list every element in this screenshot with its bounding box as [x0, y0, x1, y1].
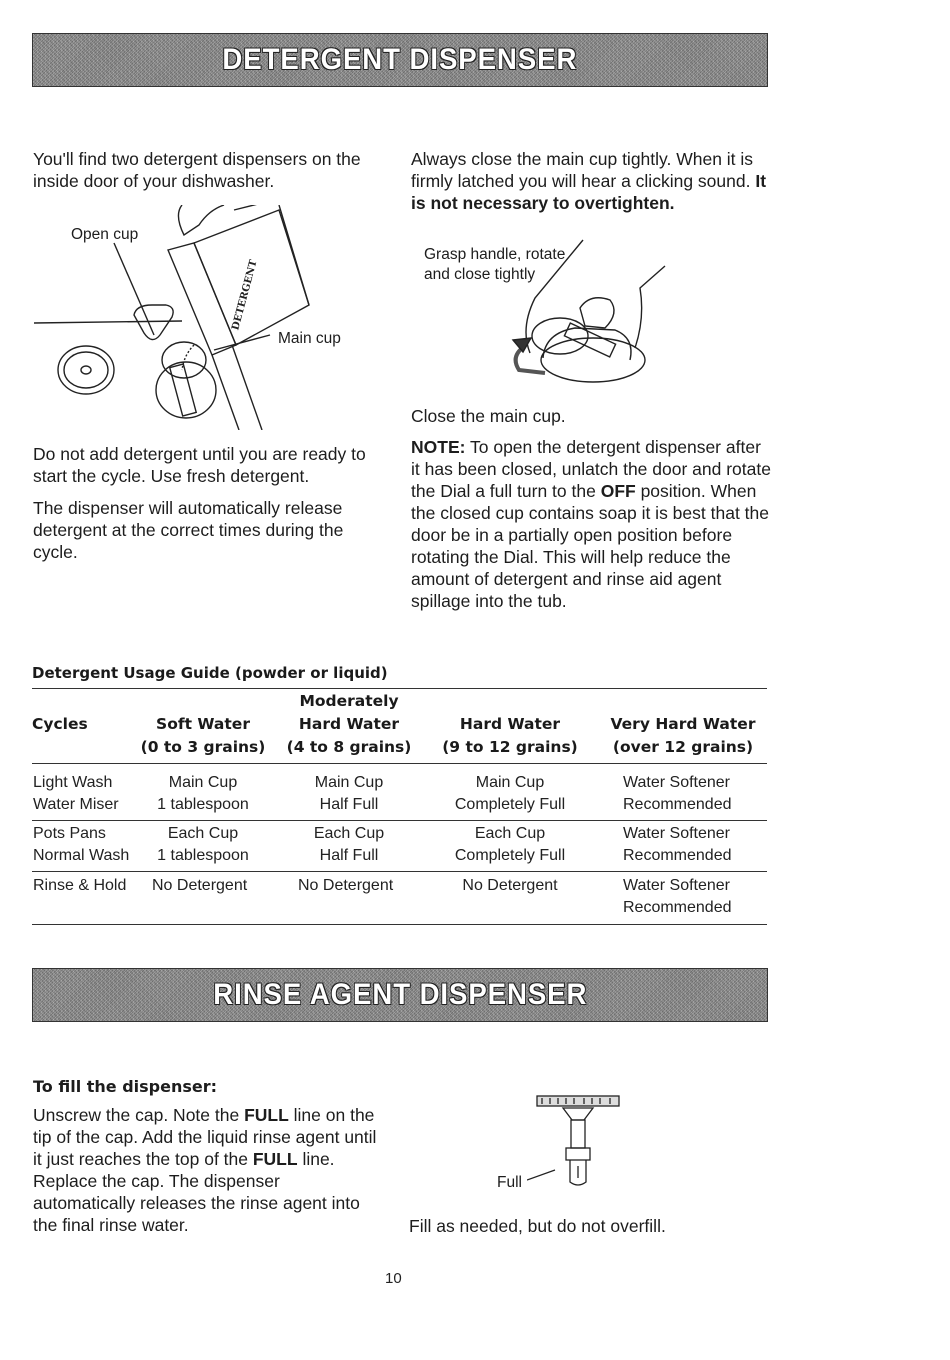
label-grasp-handle-line2: and close tightly — [424, 266, 536, 283]
header-soft-water-range: (0 to 3 grains) — [140, 738, 266, 756]
cell-cycle: Rinse & Hold — [33, 877, 127, 894]
cell-hard: Main Cup — [475, 774, 545, 791]
header-hard-range: (9 to 12 grains) — [442, 738, 578, 756]
cell-soft: Main Cup — [168, 774, 238, 791]
cell-cycle: Pots Pans — [33, 825, 106, 842]
cell-moderate: Half Full — [319, 796, 379, 813]
cell-moderate: Main Cup — [314, 774, 384, 791]
rinse-full-2: FULL — [252, 1149, 298, 1169]
cell-very-hard: Recommended — [623, 796, 732, 813]
cell-soft: 1 tablespoon — [157, 796, 249, 813]
cell-soft: Each Cup — [167, 825, 239, 842]
full-leader-line — [527, 1168, 557, 1182]
cell-very-hard: Water Softener — [623, 877, 731, 894]
cell-hard: Each Cup — [474, 825, 546, 842]
header-cycles: Cycles — [32, 715, 88, 733]
intro-paragraph: You'll find two detergent dispensers on the inside door of your dishwasher. — [33, 149, 361, 191]
cell-very-hard: Recommended — [623, 847, 732, 864]
main-cup-leader — [214, 335, 270, 350]
detergent-box-front — [168, 243, 236, 355]
cell-cycle: Light Wash — [33, 774, 113, 791]
section-title: DETERGENT DISPENSER — [222, 43, 578, 76]
note-text-1: To open the detergent dispenser after it has been closed, unlatch the door and rotate the Dial a full turn to the — [411, 437, 771, 501]
label-open-cup: Open cup — [71, 226, 139, 243]
cell-very-hard: Water Softener — [623, 825, 731, 842]
rinse-fill-paragraph — [33, 1104, 378, 1236]
paragraph-close-cup — [411, 148, 776, 214]
cell-very-hard: Recommended — [623, 899, 732, 916]
paragraph-do-not-add: Do not add detergent until you are ready to start the cycle. Use fresh detergent. — [33, 444, 366, 486]
rinse-caption: Fill as needed, but do not overfill. — [409, 1216, 666, 1236]
rinse-full-1: FULL — [244, 1105, 289, 1125]
cell-moderate: Half Full — [319, 847, 379, 864]
paragraph-auto-release: The dispenser will automatically release detergent at the correct times during the cycle. — [33, 498, 344, 562]
caption-close-main-cup: Close the main cup. — [411, 406, 566, 426]
header-moderate-range: (4 to 8 grains) — [286, 738, 412, 756]
header-very-hard-water: Very Hard Water — [610, 715, 756, 733]
section-banner-rinse-agent — [32, 968, 768, 1022]
table-rule-row — [32, 820, 767, 821]
header-moderately: Moderately — [299, 692, 399, 710]
cell-very-hard: Water Softener — [623, 774, 731, 791]
close-cup-illustration — [505, 238, 675, 386]
usage-guide-title: Detergent Usage Guide (powder or liquid) — [32, 664, 388, 682]
cell-moderate: No Detergent — [298, 877, 394, 894]
note-text-2: position. When the closed cup contains soap it is best that the door be in a partially open position before rotating the Dial. This will help reduce the amount of detergent and rinse aid agent spillage into the tub. — [411, 481, 769, 611]
close-cup-warning: It is not necessary to overtighten. — [411, 171, 767, 213]
cell-cycle: Water Miser — [33, 796, 119, 813]
rinse-text-2: line on the tip of the cap. Add the liquid rinse agent until it just reaches the top of the — [33, 1105, 377, 1169]
cell-cycle: Normal Wash — [33, 847, 130, 864]
header-soft-water: Soft Water — [156, 715, 250, 733]
table-rule-header — [32, 763, 767, 764]
page-number: 10 — [385, 1270, 402, 1287]
hand-shape — [178, 205, 224, 235]
header-very-hard-range: (over 12 grains) — [612, 738, 754, 756]
label-full: Full — [497, 1174, 522, 1191]
cell-soft: No Detergent — [152, 877, 248, 894]
rinse-text-3: line. Replace the cap. The dispenser automatically releases the rinse agent into the final rinse water. — [33, 1149, 360, 1235]
table-rule-bottom — [32, 924, 767, 925]
header-moderate-water: Hard Water — [298, 715, 400, 733]
detergent-box-label: DETERGENT — [230, 258, 260, 332]
note-label: NOTE: — [411, 437, 466, 457]
cell-moderate: Each Cup — [313, 825, 385, 842]
section-banner-detergent — [32, 33, 768, 87]
label-main-cup: Main cup — [278, 330, 341, 347]
cell-soft: 1 tablespoon — [157, 847, 249, 864]
thumb-shape — [580, 298, 614, 328]
cap-top — [537, 1096, 619, 1106]
table-rule-top — [32, 688, 767, 689]
fill-subheading: To fill the dispenser: — [33, 1077, 218, 1096]
door-edge-line — [34, 321, 182, 323]
table-rule-row — [32, 871, 767, 872]
cell-hard: No Detergent — [462, 877, 558, 894]
cell-hard: Completely Full — [454, 847, 566, 864]
header-hard-water: Hard Water — [459, 715, 561, 733]
cell-hard: Completely Full — [454, 796, 566, 813]
label-grasp-handle-line1: Grasp handle, rotate — [424, 246, 566, 263]
section-title: RINSE AGENT DISPENSER — [212, 978, 588, 1011]
rinse-text-1: Unscrew the cap. Note the — [33, 1105, 245, 1125]
close-cup-text: Always close the main cup tightly. When it is firmly latched you will hear a clicking sound. — [411, 149, 756, 191]
note-paragraph — [411, 436, 771, 612]
note-off: OFF — [600, 481, 636, 501]
